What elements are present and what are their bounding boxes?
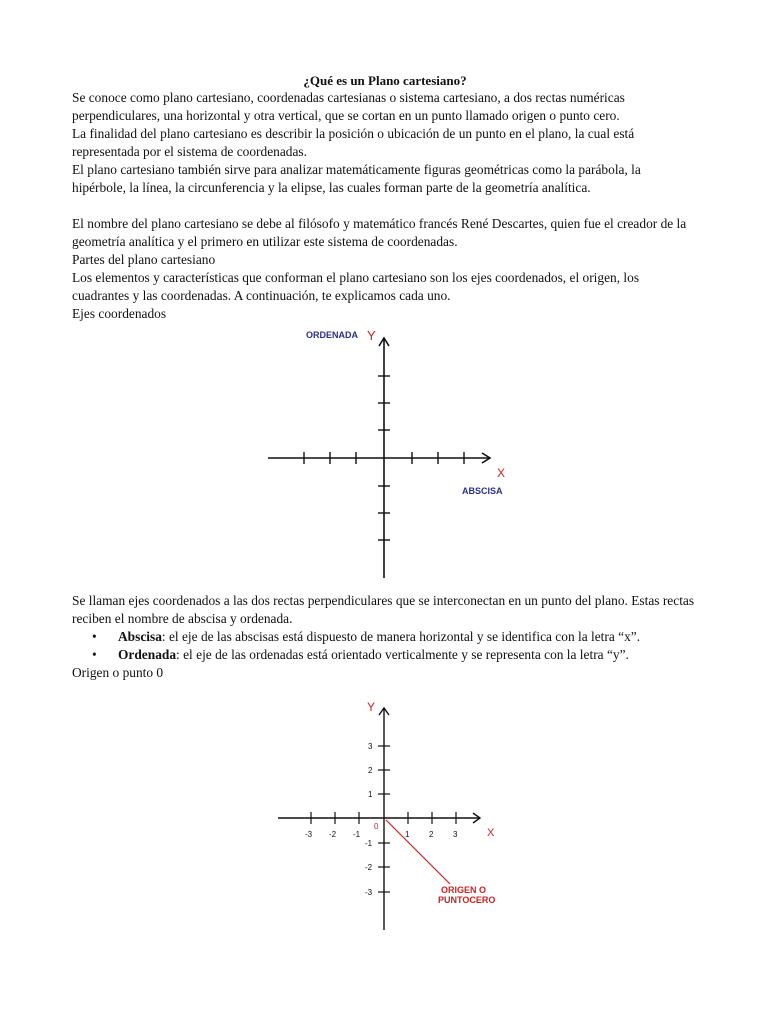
- document-page-lower: [72, 592, 698, 682]
- document-title: ¿Qué es un Plano cartesiano?: [303, 73, 467, 88]
- bullet-dot: •: [92, 629, 97, 644]
- x-axis-letter-2: X: [487, 827, 495, 839]
- y-tick-label: 1: [368, 790, 373, 799]
- paragraph-descartes: El nombre del plano cartesiano se debe al filósofo y matemático francés René Descartes, quien fue el creador de la geometría analítica y el primero en utilizar este sistema de coordenadas.: [72, 216, 687, 249]
- y-axis-letter-2: Y: [367, 700, 376, 714]
- y-tick-label: 3: [368, 742, 373, 751]
- heading-ejes: Ejes coordenados: [72, 306, 167, 321]
- ordenada-label: ORDENADA: [306, 330, 359, 340]
- heading-origen: Origen o punto 0: [72, 665, 164, 680]
- paragraph-elementos: Los elementos y características que conforman el plano cartesiano son los ejes coordenados, el origen, los cuadrantes y las coordenadas. A continuación, te explicamos cada uno.: [72, 270, 640, 303]
- abscisa-label: ABSCISA: [462, 486, 503, 496]
- bullet-term-ordenada: Ordenada: [118, 647, 177, 662]
- axes-figure: [262, 326, 512, 582]
- paragraph-ejes: Se llaman ejes coordenados a las dos rectas perpendiculares que se interconectan en un punto del plano. Estas rectas reciben el nombre de abscisa y ordenada.: [72, 593, 695, 626]
- y-tick-label: 2: [368, 766, 373, 775]
- bullet-term-abscisa: Abscisa: [118, 629, 162, 644]
- y-tick-label: -1: [365, 839, 373, 848]
- heading-partes: Partes del plano cartesiano: [72, 252, 216, 267]
- document-page: [72, 72, 698, 323]
- y-axis-letter: Y: [367, 328, 376, 343]
- bullet-list: [72, 628, 698, 664]
- paragraph-finalidad: La finalidad del plano cartesiano es describir la posición o ubicación de un punto en el plano, la cual está representada por el sistema de coordenadas.: [72, 126, 635, 159]
- x-tick-label: 1: [405, 830, 410, 839]
- y-tick-label: -2: [365, 863, 373, 872]
- x-tick-label: 3: [453, 830, 458, 839]
- origin-callout-line2: PUNTOCERO: [438, 895, 496, 905]
- x-tick-label: -2: [329, 830, 337, 839]
- x-tick-label: -1: [353, 830, 361, 839]
- paragraph-definition: Se conoce como plano cartesiano, coordenadas cartesianas o sistema cartesiano, a dos rectas numéricas perpendiculares, una horizontal y otra vertical, que se cortan en un punto llamado origen o punto cero.: [72, 90, 625, 123]
- bullet-abscisa: [72, 628, 698, 646]
- origin-label: 0: [374, 822, 379, 831]
- bullet-ordenada: [72, 646, 698, 664]
- origin-figure: [272, 698, 504, 934]
- origin-callout-line: [386, 820, 450, 884]
- spacer: [72, 197, 698, 215]
- origin-callout-line1: ORIGEN O: [441, 885, 487, 895]
- y-tick-label: -3: [365, 888, 373, 897]
- x-tick-label: -3: [305, 830, 313, 839]
- x-tick-label: 2: [429, 830, 434, 839]
- paragraph-usos: El plano cartesiano también sirve para analizar matemáticamente figuras geométricas como la parábola, la hipérbole, la línea, la circunferencia y la elipse, las cuales forman parte de la geometría analítica.: [72, 162, 641, 195]
- bullet-dot: •: [92, 647, 97, 662]
- bullet-text-abscisa: : el eje de las abscisas está dispuesto de manera horizontal y se identifica con la letra “x”.: [161, 629, 641, 644]
- bullet-text-ordenada: : el eje de las ordenadas está orientado verticalmente y se representa con la letra “y”.: [176, 647, 629, 662]
- x-axis-letter: X: [497, 466, 506, 480]
